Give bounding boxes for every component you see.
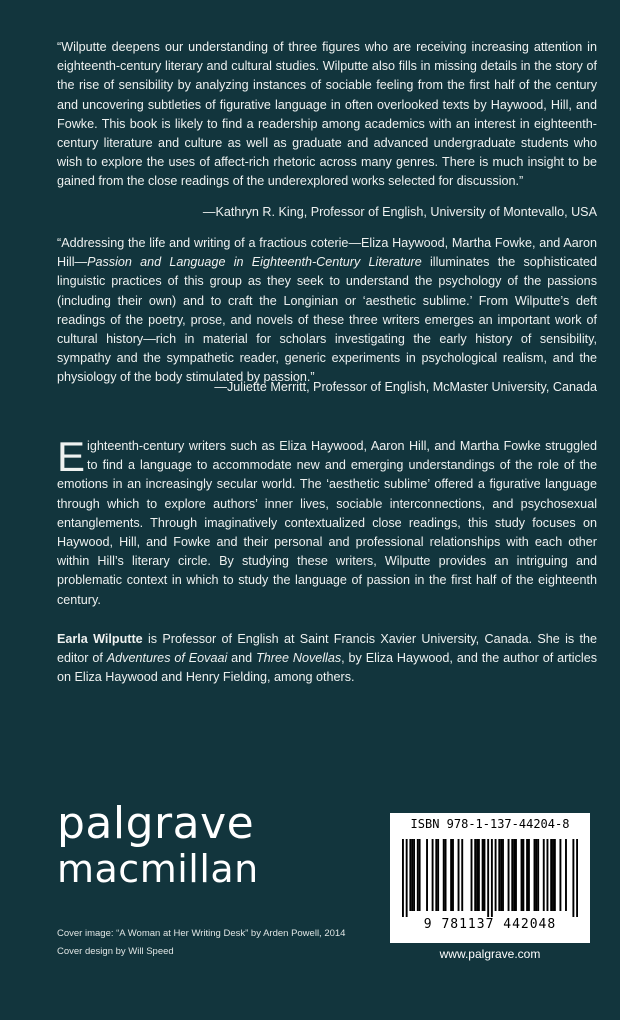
barcode-bar (417, 839, 419, 911)
barcode-bar (559, 839, 561, 911)
barcode-bar (411, 839, 413, 911)
barcode-bar (565, 839, 567, 911)
barcode-bar (443, 839, 445, 911)
barcode-bar (537, 839, 539, 911)
barcode-bar (482, 839, 484, 911)
barcode-bar (409, 839, 411, 911)
barcode-bar (437, 839, 439, 911)
barcode-bar (452, 839, 454, 911)
barcode-bar (498, 839, 500, 911)
book-title: Passion and Language in Eighteenth-Century Literature (87, 255, 422, 270)
barcode-bar (535, 839, 537, 911)
barcode-bar (515, 839, 517, 911)
barcode-bar (511, 839, 513, 911)
review-quote-2 (57, 234, 597, 388)
publisher-logo-line-1: palgrave (57, 798, 255, 849)
barcode-bar (550, 839, 552, 911)
barcode-bar (445, 839, 447, 911)
barcode-bar (419, 839, 421, 911)
barcode-bar (458, 839, 460, 911)
barcode-bar (522, 839, 524, 911)
cover-design-credit: Cover design by Will Speed (57, 946, 174, 957)
barcode-bars (402, 839, 578, 917)
description-text: ighteenth-century writers such as Eliza Haywood, Aaron Hill, and Martha Fowke struggled to find a language to accommodate new and emerging understandings of the role of the emotions in an increasingly secular world. The ‘aesthetic sublime’ offered a figurative language through which to explore authors’ inner lives, sociable interconnections, and psychosexual entanglements. Through imaginatively contextualized close readings, this study focuses on Haywood, Hill, and Fowke and their personal and professional relationships with each other within Hill’s literary circle. By studying these writers, Wilputte provides an intriguing and problematic context in which to study the language of passion in the first half of the eighteenth century. (57, 439, 597, 607)
publisher-website: www.palgrave.com (390, 943, 590, 965)
publisher-logo (57, 800, 259, 890)
barcode-bar (432, 839, 434, 911)
barcode-bar (572, 839, 574, 917)
bio-text-3: , by Eliza Haywood, and the author of articles on Eliza Haywood and Henry Fielding, among others. (57, 651, 597, 685)
author-name: Earla Wilputte (57, 632, 143, 646)
barcode-bar (402, 839, 404, 917)
barcode-bar (471, 839, 473, 911)
publisher-logo-line-2: macmillan (57, 847, 259, 891)
cover-credits (57, 925, 345, 961)
barcode-bar (495, 839, 497, 911)
barcode-bar (476, 839, 478, 911)
barcode-digits: 9 781137 442048 (423, 917, 557, 932)
drop-cap: E (57, 433, 86, 480)
barcode-bar (502, 839, 504, 911)
barcode-bar (547, 839, 549, 911)
quote-2-text-before: “Addressing the life and writing of a fractious coterie—Eliza Haywood, Martha Fowke, and Aaron Hill— (57, 236, 597, 270)
bio-title-2: Three Novellas (256, 651, 342, 666)
barcode-bar (484, 839, 486, 911)
barcode-bar (450, 839, 452, 911)
barcode-bar (478, 839, 480, 911)
barcode-bar (435, 839, 437, 911)
barcode-bar (426, 839, 428, 911)
barcode-bar (474, 839, 476, 911)
barcode-bar (543, 839, 545, 911)
quote-2-text-after: illuminates the sophisticated linguistic practices of this group as they seek to understand the psychology of the passions (including their own) and to craft the Longinian or ‘aesthetic sublime.’ From Wilputte’s deft readings of the poetry, prose, and novels of these three writers emerges an important work of cultural history—rich in material for scholars investigating the early history of sensibility, sympathy and the sympathetic reader, generic experiments in psychological realism, and the physiology of the body stimulated by passion.” (57, 255, 598, 385)
barcode-bar (508, 839, 510, 911)
isbn-label: ISBN 978-1-137-44204-8 (410, 817, 570, 831)
barcode-bar (461, 839, 463, 911)
book-description (57, 433, 597, 610)
review-quote-1: “Wilputte deepens our understanding of three figures who are receiving increasing attention in eighteenth-century literary and cultural studies. Wilputte also fills in missing details in the story of the rise of sensibility by analyzing instances of sociable feeling from the first half of the century and uncovering subtleties of figurative language in often overlooked texts by Haywood, Hill, and Fowke. This book is likely to find a readership among academics with an interest in eighteenth-century literature and culture as well as graduate and advanced undergraduate students who wish to explore the uses of affect-rich rhetoric across many genres. There is much insight to be gained from the close readings of the underexplored works selected for discussion.” (57, 40, 597, 189)
barcode-bar (521, 839, 523, 911)
barcode-bar (576, 839, 578, 917)
review-attribution-2: —Juliette Merritt, Professor of English, McMaster University, Canada (214, 380, 597, 394)
barcode-bar (552, 839, 554, 911)
barcode-bar (526, 839, 528, 911)
review-attribution-1: —Kathryn R. King, Professor of English, University of Montevallo, USA (202, 205, 597, 219)
barcode-bar (487, 839, 489, 917)
barcode-bar (554, 839, 556, 911)
author-bio (57, 630, 597, 688)
bio-title-1: Adventures of Eovaai (106, 651, 228, 666)
barcode-bar (491, 839, 493, 917)
barcode-bar (413, 839, 415, 911)
isbn-barcode-panel (390, 813, 590, 965)
barcode-bar (534, 839, 536, 911)
barcode-bar (500, 839, 502, 911)
barcode-bar (406, 839, 408, 917)
barcode-bar (528, 839, 530, 911)
barcode-bar (513, 839, 515, 911)
cover-image-credit: Cover image: “A Woman at Her Writing Desk” by Arden Powell, 2014 (57, 928, 346, 939)
bio-text-1: is Professor of English at Saint Francis Xavier University, Canada. She is the editor of (57, 632, 598, 666)
bio-text-2: and (227, 651, 257, 666)
